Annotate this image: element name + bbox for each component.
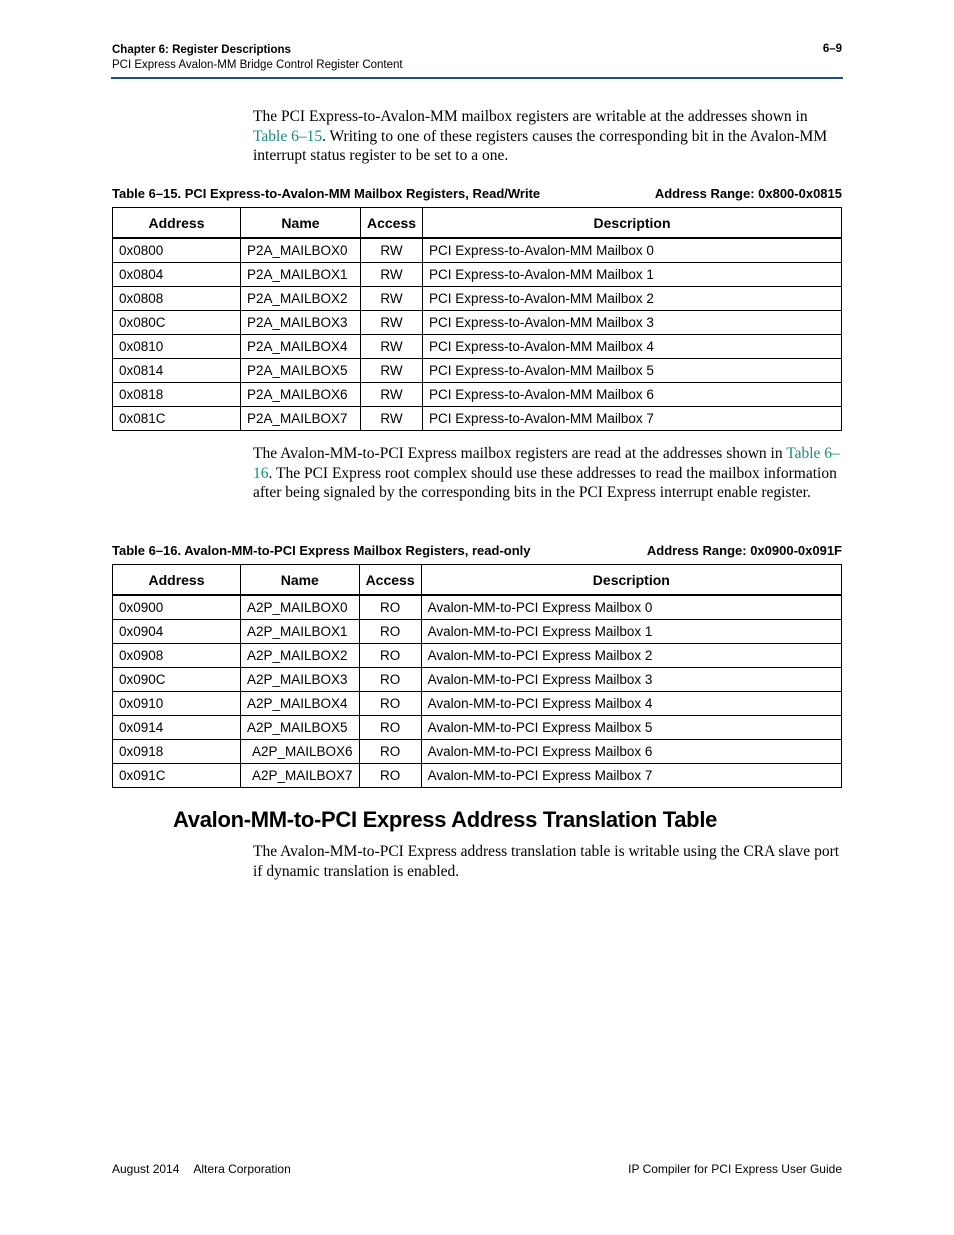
column-header: Address: [113, 565, 241, 596]
section-body: The Avalon-MM-to-PCI Express address translation table is writable using the CRA slave port if dynamic translation is enabled.: [253, 843, 840, 880]
table-row: [113, 620, 842, 644]
table-6-15-link[interactable]: Table 6–15: [253, 127, 323, 145]
description-cell: PCI Express-to-Avalon-MM Mailbox 3: [423, 311, 842, 335]
table-row: [113, 764, 842, 788]
access-cell: RO: [359, 668, 421, 692]
description-cell: Avalon-MM-to-PCI Express Mailbox 2: [421, 644, 841, 668]
column-header: Access: [359, 565, 421, 596]
access-cell: RW: [361, 359, 423, 383]
address-cell: 0x0808: [113, 287, 241, 311]
para1-text-after: . Writing to one of these registers causes the corresponding bit in the Avalon-MM interrupt status register to be set to a one.: [253, 127, 828, 164]
table-row: [113, 668, 842, 692]
table1-title: Table 6–15. PCI Express-to-Avalon-MM Mailbox Registers, Read/Write: [112, 186, 541, 201]
table-6-16-link[interactable]: Table 6–16: [253, 445, 840, 482]
address-cell: 0x0910: [113, 692, 241, 716]
address-cell: 0x090C: [113, 668, 241, 692]
name-cell: P2A_MAILBOX1: [241, 263, 361, 287]
access-cell: RW: [361, 311, 423, 335]
name-cell: A2P_MAILBOX3: [241, 668, 360, 692]
column-header: Description: [421, 565, 841, 596]
table-row: [113, 595, 842, 620]
access-cell: RW: [361, 383, 423, 407]
table1-caption: [112, 186, 842, 201]
name-cell: A2P_MAILBOX1: [241, 620, 360, 644]
column-header: Description: [423, 208, 842, 239]
name-cell: P2A_MAILBOX6: [241, 383, 361, 407]
name-cell: A2P_MAILBOX6: [241, 740, 360, 764]
table-row: [113, 740, 842, 764]
table2-title: Table 6–16. Avalon-MM-to-PCI Express Mailbox Registers, read-only: [112, 543, 531, 558]
footer-left: [112, 1162, 305, 1176]
description-cell: PCI Express-to-Avalon-MM Mailbox 0: [423, 238, 842, 263]
table-row: [113, 383, 842, 407]
name-cell: A2P_MAILBOX2: [241, 644, 360, 668]
address-cell: 0x0900: [113, 595, 241, 620]
table-row: [113, 644, 842, 668]
name-cell: P2A_MAILBOX0: [241, 238, 361, 263]
header-rule: [111, 77, 843, 79]
table-row: [113, 335, 842, 359]
table1-header-row: [113, 208, 842, 239]
para2-text-before: The Avalon-MM-to-PCI Express mailbox registers are read at the addresses shown in: [253, 445, 787, 462]
address-cell: 0x0810: [113, 335, 241, 359]
name-cell: P2A_MAILBOX7: [241, 407, 361, 431]
column-header: Access: [361, 208, 423, 239]
access-cell: RO: [359, 764, 421, 788]
name-cell: A2P_MAILBOX7: [241, 764, 360, 788]
table2-caption: [112, 543, 842, 558]
name-cell: P2A_MAILBOX2: [241, 287, 361, 311]
page-number: 6–9: [822, 43, 842, 55]
description-cell: Avalon-MM-to-PCI Express Mailbox 0: [421, 595, 841, 620]
table2: [112, 564, 842, 788]
table-row: [113, 407, 842, 431]
access-cell: RO: [359, 692, 421, 716]
table1: [112, 207, 842, 431]
table2-address-range: Address Range: 0x0900-0x091F: [646, 543, 842, 558]
description-cell: PCI Express-to-Avalon-MM Mailbox 4: [423, 335, 842, 359]
description-cell: Avalon-MM-to-PCI Express Mailbox 5: [421, 716, 841, 740]
access-cell: RO: [359, 740, 421, 764]
description-cell: PCI Express-to-Avalon-MM Mailbox 6: [423, 383, 842, 407]
footer-company: Altera Corporation: [193, 1162, 291, 1176]
para2-text-after: . The PCI Express root complex should use these addresses to read the mailbox information after being signaled by the corresponding bits in the PCI Express interrupt enable register.: [253, 464, 837, 501]
description-cell: Avalon-MM-to-PCI Express Mailbox 6: [421, 740, 841, 764]
access-cell: RW: [361, 287, 423, 311]
table-row: [113, 238, 842, 263]
table-row: [113, 287, 842, 311]
description-cell: Avalon-MM-to-PCI Express Mailbox 3: [421, 668, 841, 692]
column-header: Name: [241, 208, 361, 239]
address-cell: 0x0800: [113, 238, 241, 263]
name-cell: P2A_MAILBOX5: [241, 359, 361, 383]
table1-address-range: Address Range: 0x800-0x0815: [654, 186, 842, 201]
description-cell: Avalon-MM-to-PCI Express Mailbox 7: [421, 764, 841, 788]
access-cell: RO: [359, 716, 421, 740]
name-cell: A2P_MAILBOX4: [241, 692, 360, 716]
access-cell: RO: [359, 595, 421, 620]
name-cell: A2P_MAILBOX0: [241, 595, 360, 620]
address-cell: 0x0818: [113, 383, 241, 407]
section-subtitle: PCI Express Avalon-MM Bridge Control Register Content: [112, 59, 403, 71]
table-row: [113, 692, 842, 716]
access-cell: RW: [361, 263, 423, 287]
table-row: [113, 263, 842, 287]
name-cell: P2A_MAILBOX4: [241, 335, 361, 359]
access-cell: RO: [359, 644, 421, 668]
description-cell: Avalon-MM-to-PCI Express Mailbox 4: [421, 692, 841, 716]
description-cell: PCI Express-to-Avalon-MM Mailbox 7: [423, 407, 842, 431]
address-cell: 0x081C: [113, 407, 241, 431]
para1-text-before: The PCI Express-to-Avalon-MM mailbox registers are writable at the addresses shown in: [253, 108, 808, 125]
section-heading: Avalon-MM-to-PCI Express Address Translation Table: [173, 807, 718, 832]
address-cell: 0x080C: [113, 311, 241, 335]
name-cell: P2A_MAILBOX3: [241, 311, 361, 335]
address-cell: 0x0918: [113, 740, 241, 764]
table-row: [113, 716, 842, 740]
access-cell: RW: [361, 238, 423, 263]
description-cell: PCI Express-to-Avalon-MM Mailbox 1: [423, 263, 842, 287]
table2-header-row: [113, 565, 842, 596]
intro-paragraph-1: [253, 107, 845, 166]
address-cell: 0x0804: [113, 263, 241, 287]
address-cell: 0x0814: [113, 359, 241, 383]
column-header: Name: [241, 565, 360, 596]
footer-guide-title: IP Compiler for PCI Express User Guide: [628, 1162, 842, 1176]
address-cell: 0x091C: [113, 764, 241, 788]
table-row: [113, 311, 842, 335]
description-cell: PCI Express-to-Avalon-MM Mailbox 5: [423, 359, 842, 383]
address-cell: 0x0908: [113, 644, 241, 668]
name-cell: A2P_MAILBOX5: [241, 716, 360, 740]
column-header: Address: [113, 208, 241, 239]
address-cell: 0x0904: [113, 620, 241, 644]
description-cell: Avalon-MM-to-PCI Express Mailbox 1: [421, 620, 841, 644]
access-cell: RO: [359, 620, 421, 644]
table-row: [113, 359, 842, 383]
footer-date: August 2014: [112, 1162, 180, 1176]
description-cell: PCI Express-to-Avalon-MM Mailbox 2: [423, 287, 842, 311]
address-cell: 0x0914: [113, 716, 241, 740]
access-cell: RW: [361, 335, 423, 359]
chapter-title: Chapter 6: Register Descriptions: [112, 44, 291, 56]
access-cell: RW: [361, 407, 423, 431]
intro-paragraph-2: [253, 444, 845, 503]
running-header: [112, 43, 403, 73]
